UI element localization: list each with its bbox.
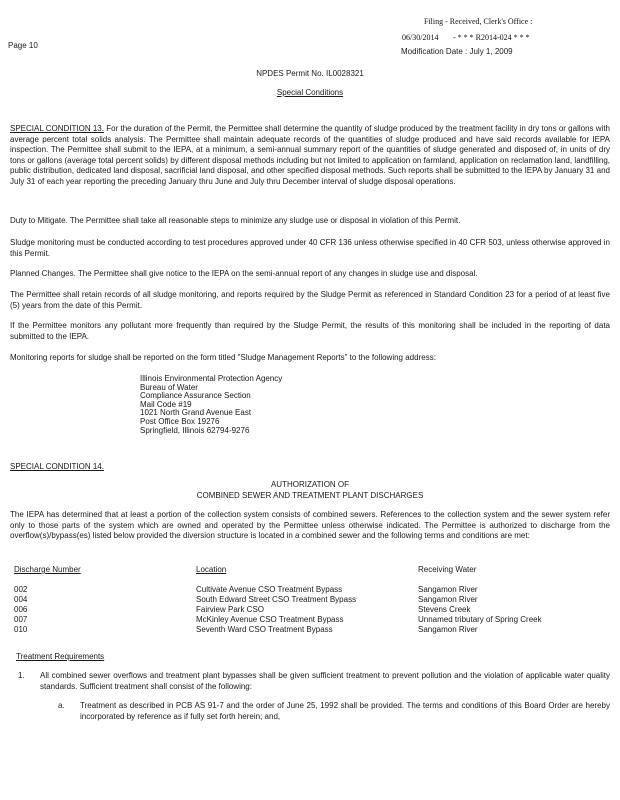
condition-13-text: For the duration of the Permit, the Permittee shall determine the quantity of sludge produced by the treatment facility in dry tons or gallons with average percent total solids analysis. The Permittee shall maintain adequate records of the quantities of sludge produced and have said records available for IEPA inspection. The Permittee shall submit to the IEPA, at a minimum, a semi-annual summary report of the quantities of sludge generated and disposed of, in units of dry tons or gallons (average total percent solids) by different disposal methods including but not limited to application on farmland, application on reclamation land, landfilling, public distribution, dedicated land disposal, sacrificial land disposal, and other specified disposal methods. Such reports shall be submitted to the IEPA by January 31 and July 31 of each year reporting the preceding January thru June and July thru December interval of sludge disposal operations. <box>10 124 610 186</box>
item-1-text: All combined sewer overflows and treatment plant bypasses shall be given sufficient treatment to prevent pollution and the violation of applicable water quality standards. Sufficient treatment shall consist of the following: <box>40 671 610 691</box>
receiving-water: Sangamon River <box>418 585 478 594</box>
item-a-number: a. <box>58 701 65 710</box>
table-header-row <box>0 565 620 575</box>
records-paragraph: The Permittee shall retain records of all sludge monitoring, and reports required by the Sludge Permit as referenced in Standard Condition 23 for a period of at least five (5) years from the date of this Permit. <box>10 290 610 310</box>
discharge-location: South Edward Street CSO Treatment Bypass <box>196 595 357 604</box>
address-line: Springfield, Illinois 62794-9276 <box>140 425 250 435</box>
filing-stamp-date: 06/30/2014 <box>402 33 439 42</box>
address-line: Compliance Assurance Section <box>140 391 251 401</box>
condition-13-paragraph <box>10 124 610 187</box>
receiving-water: Sangamon River <box>418 625 478 634</box>
discharge-number: 004 <box>14 595 28 604</box>
discharge-location: Fairview Park CSO <box>196 605 265 614</box>
condition-14-title-2: COMBINED SEWER AND TREATMENT PLANT DISCHARGES <box>196 491 424 500</box>
discharge-number: 010 <box>14 625 28 634</box>
item-1-number: 1. <box>18 671 25 680</box>
discharge-location: Seventh Ward CSO Treatment Bypass <box>196 625 333 634</box>
address-line: Bureau of Water <box>140 382 198 392</box>
discharge-location: Cultivate Avenue CSO Treatment Bypass <box>196 585 343 594</box>
modification-date: Modification Date : July 1, 2009 <box>401 47 513 56</box>
condition-14-label: SPECIAL CONDITION 14. <box>10 462 104 471</box>
table-row <box>0 595 620 605</box>
discharge-location: McKinley Avenue CSO Treatment Bypass <box>196 615 344 624</box>
page-number: Page 10 <box>8 41 38 50</box>
mailing-address <box>140 375 282 435</box>
condition-13-label: SPECIAL CONDITION 13. <box>10 124 104 133</box>
discharge-number: 006 <box>14 605 28 614</box>
monitoring-reports-paragraph: Monitoring reports for sludge shall be reported on the form titled "Sludge Management Reports" to the following address: <box>10 353 436 362</box>
table-row <box>0 585 620 595</box>
discharge-number: 002 <box>14 585 28 594</box>
receiving-water: Unnamed tributary of Spring Creek <box>418 615 542 624</box>
frequent-monitoring-paragraph: If the Permittee monitors any pollutant more frequently than required by the Sludge Permit, the results of this monitoring shall be included in the reporting of data submitted to the IEPA. <box>10 321 610 341</box>
discharge-number: 007 <box>14 615 28 624</box>
receiving-water: Stevens Creek <box>418 605 471 614</box>
table-row <box>0 605 620 615</box>
item-a-text: Treatment as described in PCB AS 91-7 and the order of June 25, 1992 shall be provided. The terms and conditions of this Board Order are hereby incorporated by reference as if fully set forth herein; and, <box>80 701 610 721</box>
column-header: Discharge Number <box>14 565 81 574</box>
condition-14-title-1: AUTHORIZATION OF <box>270 480 350 489</box>
permit-number: NPDES Permit No. IL0028321 <box>256 69 364 78</box>
filing-stamp-line: Filing - Received, Clerk's Office : <box>424 17 533 26</box>
table-row <box>0 625 620 635</box>
column-header: Receiving Water <box>418 565 477 574</box>
condition-14-intro: The IEPA has determined that at least a portion of the collection system consists of combined sewers. References to the collection system and the sewer system refer only to those parts of the system which are owned and operated by the Permittee unless otherwise indicated. The Permittee is authorized to discharge from the overflow(s)/bypass(es) listed below provided the diversion structure is located in a combined sewer and the following terms and conditions are met: <box>10 510 610 540</box>
section-title: Special Conditions <box>276 88 344 97</box>
table-row <box>0 615 620 625</box>
receiving-water: Sangamon River <box>418 595 478 604</box>
address-line: Post Office Box 19276 <box>140 416 220 426</box>
column-header: Location <box>196 565 227 574</box>
address-line: 1021 North Grand Avenue East <box>140 408 252 418</box>
address-line: Illinois Environmental Protection Agency <box>140 374 283 383</box>
address-line: Mail Code #19 <box>140 399 192 409</box>
filing-stamp-code: - * * * R2014-024 * * * <box>453 33 530 42</box>
duty-to-mitigate: Duty to Mitigate. The Permittee shall take all reasonable steps to minimize any sludge use or disposal in violation of this Permit. <box>10 216 461 225</box>
planned-changes-paragraph: Planned Changes. The Permittee shall give notice to the IEPA on the semi-annual report of any changes in sludge use and disposal. <box>10 269 478 278</box>
sludge-monitoring-paragraph: Sludge monitoring must be conducted according to test procedures approved under 40 CFR 136 unless otherwise specified in 40 CFR 503, unless otherwise approved in this Permit. <box>10 238 610 258</box>
treatment-requirements-heading: Treatment Requirements <box>16 652 105 661</box>
outfall-table <box>0 565 620 645</box>
